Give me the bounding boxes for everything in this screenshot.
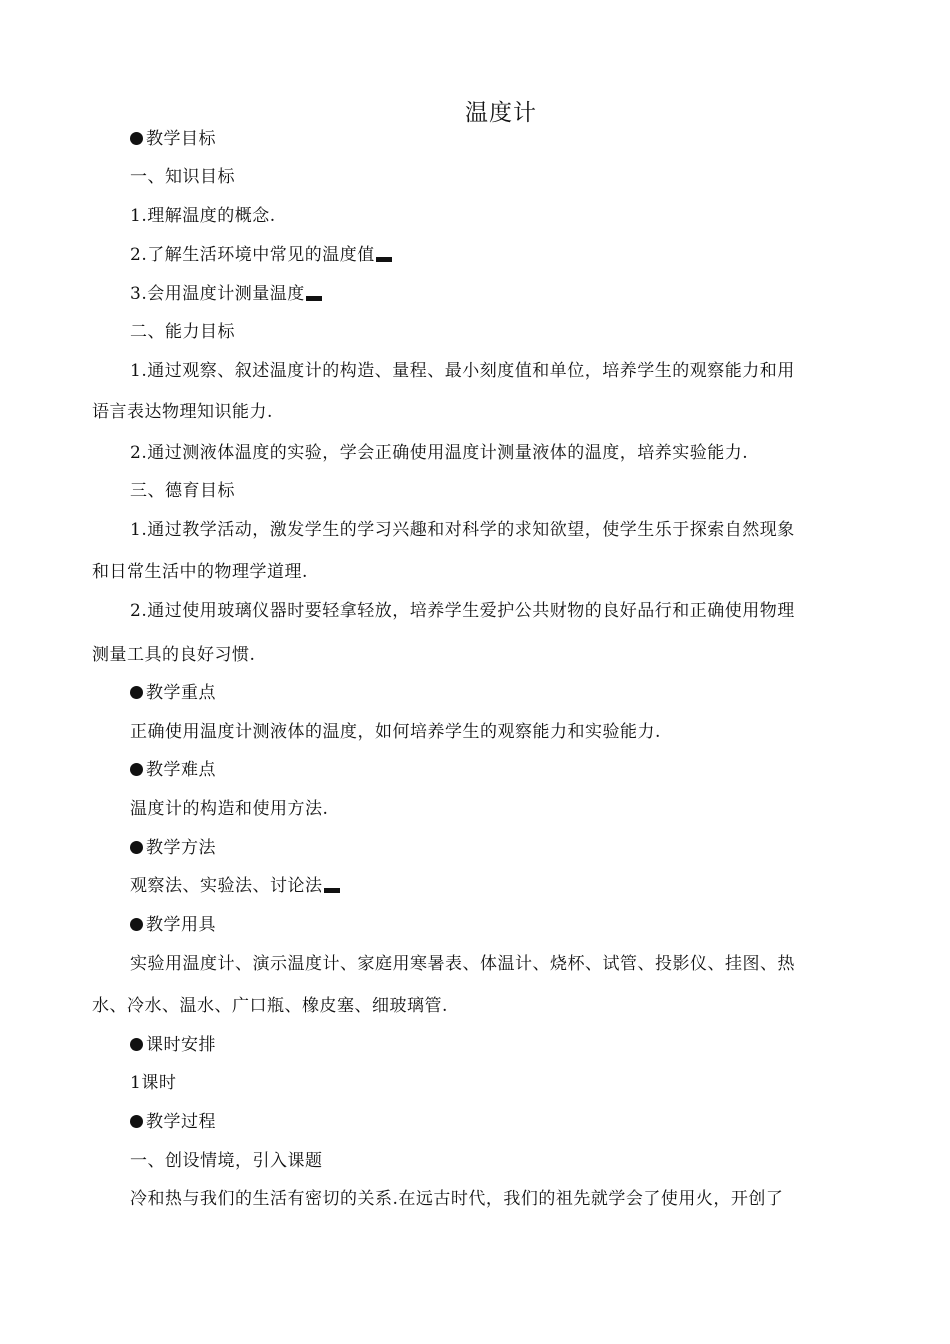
paragraph-line: 温度计的构造和使用方法. <box>130 799 329 819</box>
bullet-dot-icon <box>130 686 143 699</box>
section-heading <box>130 913 216 937</box>
paragraph-line: 1.通过观察、叙述温度计的构造、量程、最小刻度值和单位，培养学生的观察能力和用 <box>130 361 795 381</box>
paragraph-text: 观察法、实验法、讨论法 <box>130 876 323 896</box>
section-heading-text: 教学方法 <box>146 838 216 858</box>
subsection-heading: 三、德育目标 <box>130 481 235 501</box>
paragraph-line: 正确使用温度计测液体的温度，如何培养学生的观察能力和实验能力. <box>130 722 661 742</box>
ellipsis-mark-icon <box>306 296 322 301</box>
document-title: 温度计 <box>465 100 537 126</box>
paragraph-line: 冷和热与我们的生活有密切的关系.在远古时代，我们的祖先就学会了使用火，开创了 <box>130 1189 784 1209</box>
paragraph-line: 测量工具的良好习惯. <box>92 645 256 665</box>
paragraph-line: 1课时 <box>130 1073 177 1093</box>
section-heading <box>130 836 216 860</box>
section-heading-text: 教学目标 <box>146 129 216 149</box>
bullet-dot-icon <box>130 1115 143 1128</box>
subsection-heading: 二、能力目标 <box>130 322 235 342</box>
section-heading <box>130 1110 216 1134</box>
subsection-heading: 一、创设情境，引入课题 <box>130 1151 323 1171</box>
section-heading-text: 教学过程 <box>146 1112 216 1132</box>
section-heading <box>130 758 216 782</box>
section-heading-text: 课时安排 <box>146 1035 216 1055</box>
ellipsis-mark-icon <box>376 257 392 262</box>
ellipsis-mark-icon <box>324 888 340 893</box>
paragraph-text: 3.会用温度计测量温度 <box>130 284 305 304</box>
section-heading-text: 教学用具 <box>146 915 216 935</box>
section-heading <box>130 127 216 151</box>
bullet-dot-icon <box>130 1038 143 1051</box>
paragraph-line: 语言表达物理知识能力. <box>92 402 273 422</box>
subsection-heading: 一、知识目标 <box>130 167 235 187</box>
paragraph-line: 1.通过教学活动，激发学生的学习兴趣和对科学的求知欲望，使学生乐于探索自然现象 <box>130 520 795 540</box>
paragraph-line: 2.通过使用玻璃仪器时要轻拿轻放，培养学生爱护公共财物的良好品行和正确使用物理 <box>130 601 795 621</box>
section-heading <box>130 1033 216 1057</box>
paragraph-line <box>130 282 322 306</box>
paragraph-line: 水、冷水、温水、广口瓶、橡皮塞、细玻璃管. <box>92 996 448 1016</box>
bullet-dot-icon <box>130 841 143 854</box>
paragraph-line <box>130 243 392 267</box>
section-heading-text: 教学重点 <box>146 683 216 703</box>
paragraph-line: 和日常生活中的物理学道理. <box>92 562 308 582</box>
paragraph-text: 2.了解生活环境中常见的温度值 <box>130 245 375 265</box>
bullet-dot-icon <box>130 918 143 931</box>
section-heading <box>130 681 216 705</box>
bullet-dot-icon <box>130 763 143 776</box>
paragraph-line: 2.通过测液体温度的实验，学会正确使用温度计测量液体的温度，培养实验能力. <box>130 443 749 463</box>
paragraph-line <box>130 874 340 898</box>
section-heading-text: 教学难点 <box>146 760 216 780</box>
paragraph-line: 实验用温度计、演示温度计、家庭用寒暑表、体温计、烧杯、试管、投影仪、挂图、热 <box>130 954 795 974</box>
bullet-dot-icon <box>130 132 143 145</box>
paragraph-line: 1.理解温度的概念. <box>130 206 276 226</box>
